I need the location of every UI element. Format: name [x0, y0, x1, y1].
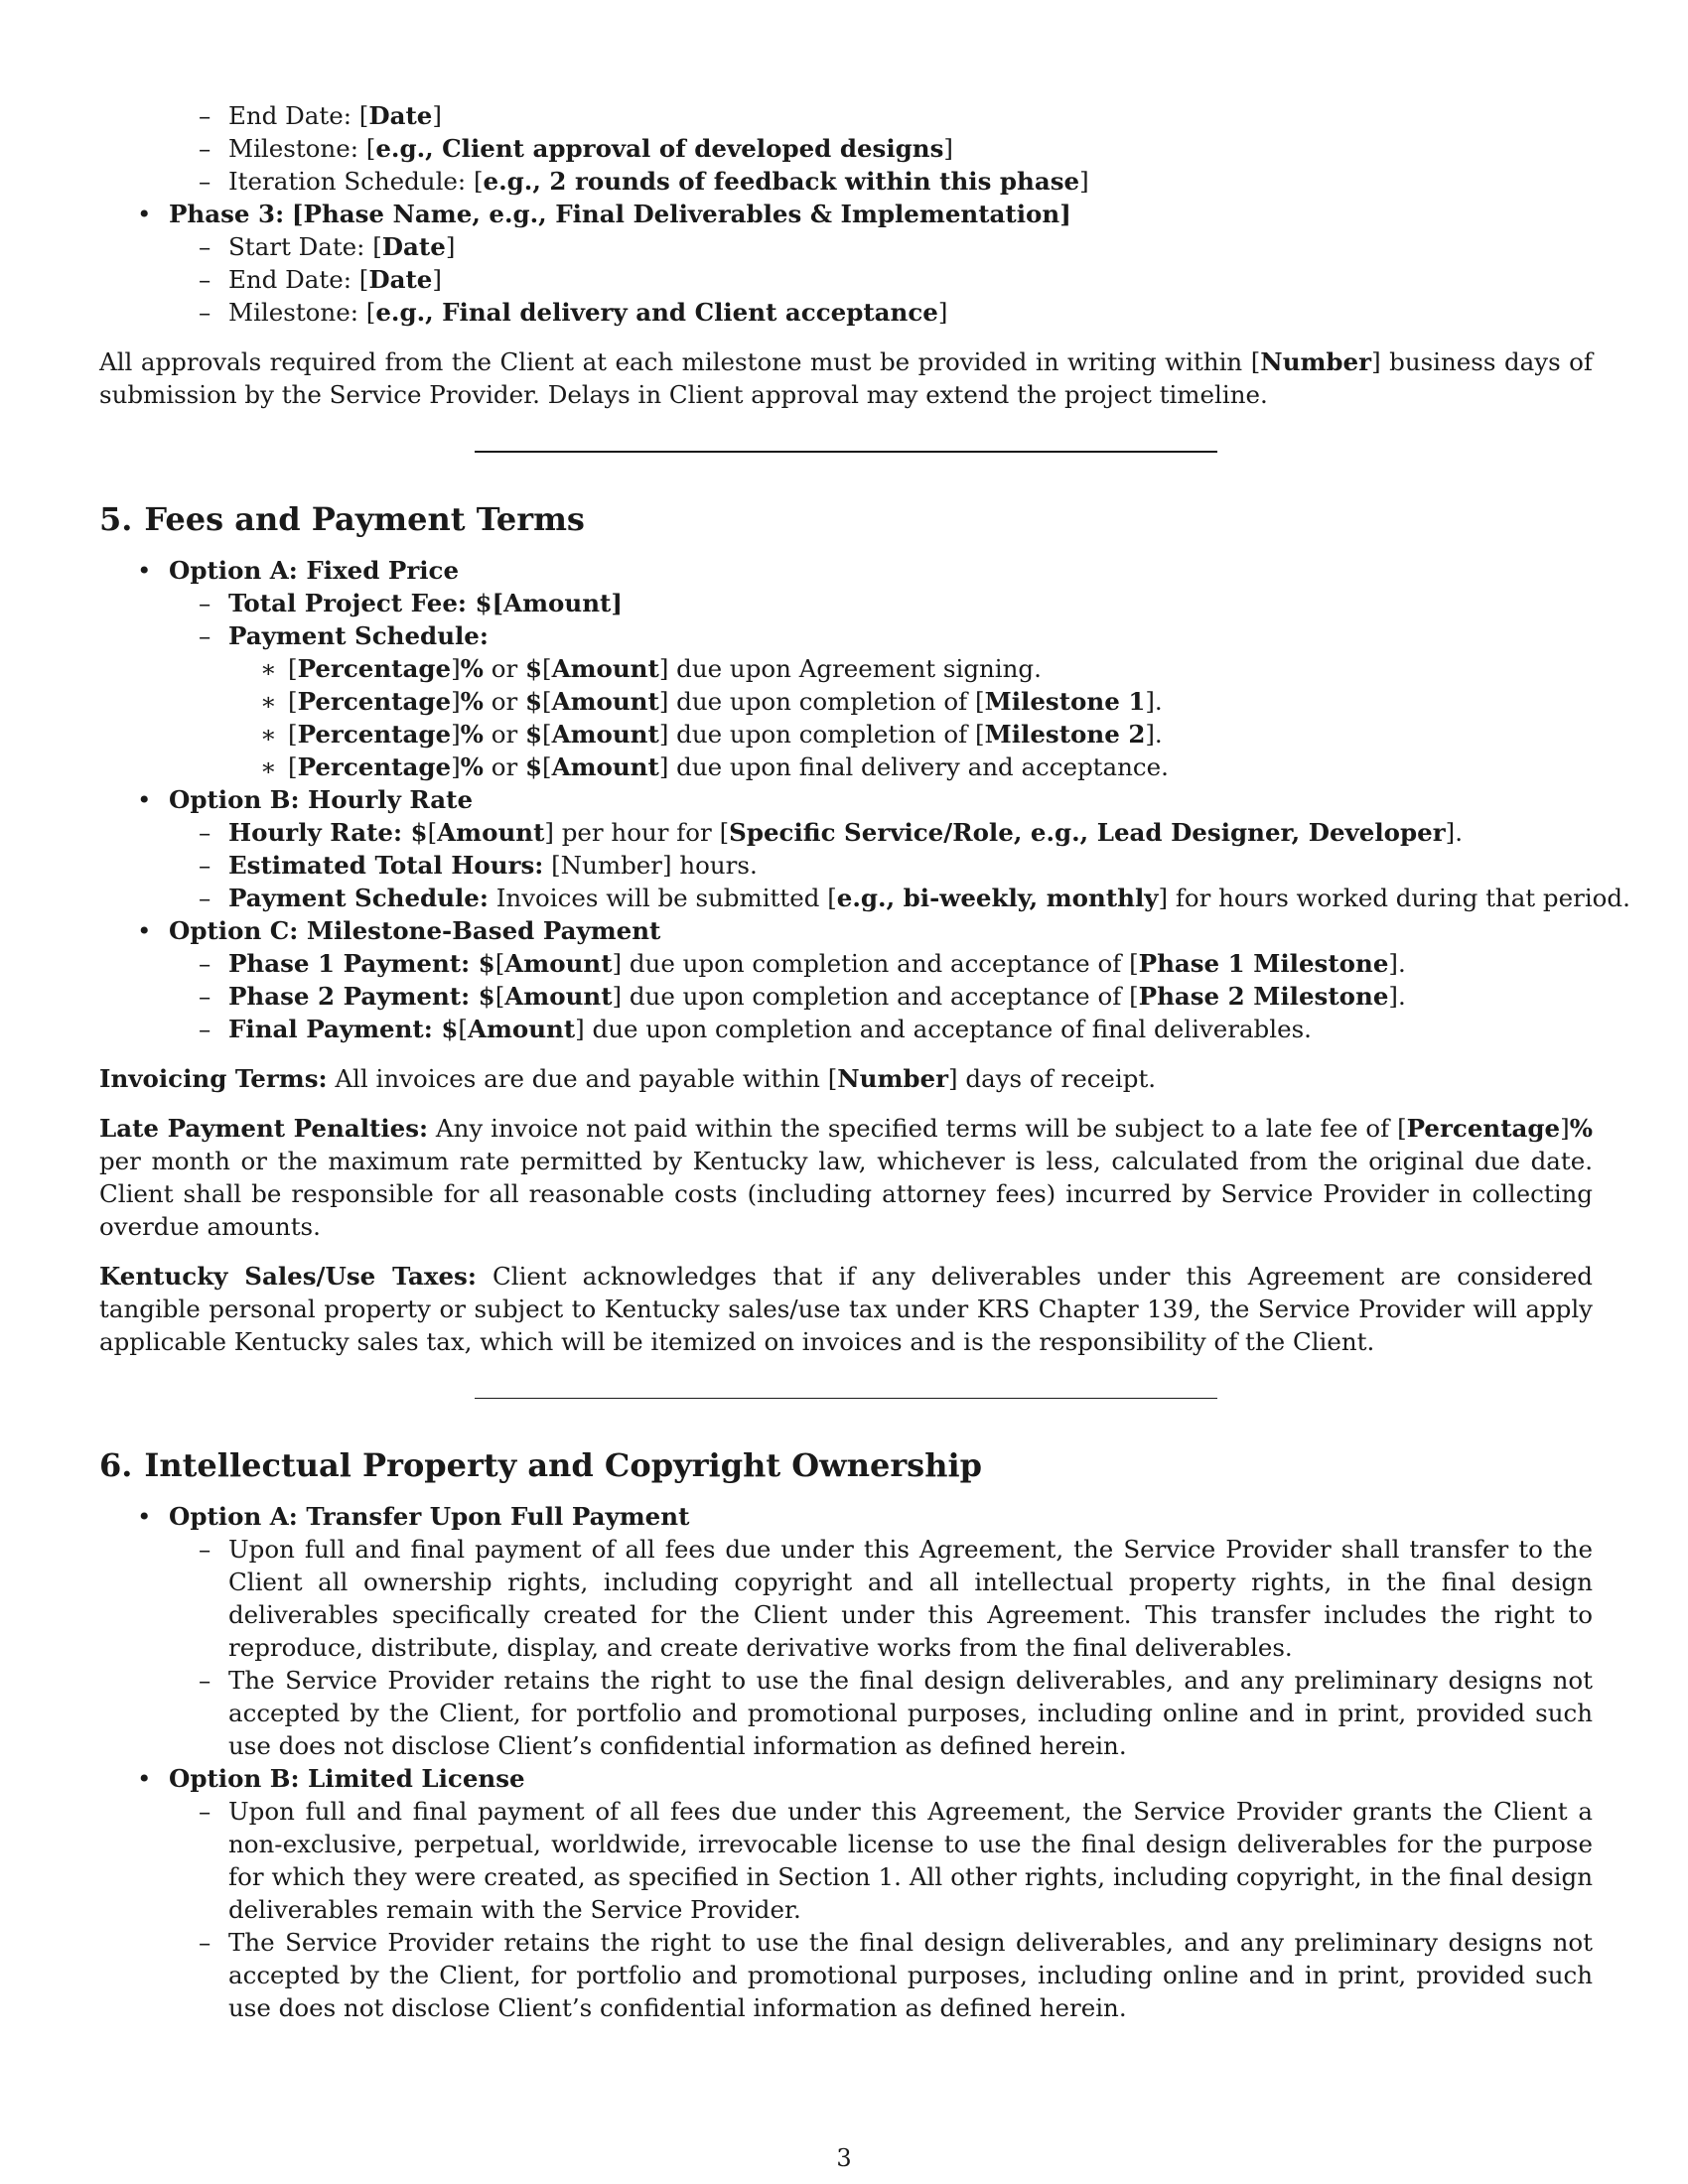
list-item: – Phase 1 Payment: $[Amount] due upon completion and acceptance of [Phase 1 Milestone]. [169, 947, 1593, 980]
divider [475, 1398, 1217, 1399]
list-item-phase3: • Phase 3: [Phase Name, e.g., Final Deliverables & Implementation] – Start Date: [Date] – End Date: [Date] – Milestone: [e.g., Final delivery and Client acceptance] [99, 198, 1593, 329]
list-item: – Milestone: [e.g., Client approval of developed designs] [228, 132, 1593, 165]
list-item: – The Service Provider retains the right to use the final design deliverables, and any preliminary designs not accepted by the Client, for portfolio and promotional purposes, including online and in print, provided such use does not disclose Client’s confidential information as defined herein. [169, 1664, 1593, 1762]
list-item: – Payment Schedule: ∗ [Percentage]% or $[Amount] due upon Agreement signing. ∗ [Percentage]% or $[Amount] due upon completion of [Milestone 1]. ∗ [Percentage]% or $[Amount] due upon completion of [Milestone 2]. ∗ [Percentage]% or $[Amount] due upon final delivery and acceptance. [169, 619, 1593, 783]
late-payment-penalties: Late Payment Penalties: Any invoice not paid within the specified terms will be subject to a late fee of [Percentage]% per month or the maximum rate permitted by Kentucky law, whichever is less, calculated from the original due date. Client shall be responsible for all reasonable costs (including attorney fees) incurred by Service Provider in collecting overdue amounts. [99, 1114, 1593, 1241]
list-item: – Hourly Rate: $[Amount] per hour for [Specific Service/Role, e.g., Lead Designer, Developer]. [169, 816, 1593, 849]
document-page [99, 99, 1630, 2024]
list-item: – Milestone: [e.g., Final delivery and Client acceptance] [169, 296, 1593, 329]
phase3-list [99, 198, 1593, 329]
schedule-item: ∗ [Percentage]% or $[Amount] due upon Agreement signing. [238, 652, 1593, 685]
option-a-transfer: • Option A: Transfer Upon Full Payment – Upon full and final payment of all fees due under this Agreement, the Service Provider shall transfer to the Client all ownership rights, including copyright and all intellectual property rights, in the final design deliverables specifically created for the Client under this Agreement. This transfer includes the right to reproduce, distribute, display, and create derivative works from the final deliverables. – The Service Provider retains the right to use the final design deliverables, and any preliminary designs not accepted by the Client, for portfolio and promotional purposes, including online and in print, provided such use does not disclose Client’s confidential information as defined herein. [99, 1500, 1593, 1762]
approvals-paragraph: All approvals required from the Client at each milestone must be provided in writing within [Number] business days of submission by the Service Provider. Delays in Client approval may extend the project timeline. [99, 347, 1593, 409]
page-number: 3 [836, 2144, 852, 2172]
list-item: – Final Payment: $[Amount] due upon completion and acceptance of final deliverables. [169, 1013, 1593, 1045]
invoicing-terms: Invoicing Terms: All invoices are due and payable within [Number] days of receipt. [99, 1064, 1157, 1093]
fees-options-list [99, 554, 1630, 1045]
list-item: – Estimated Total Hours: [Number] hours. [169, 849, 1593, 882]
phase2-items [99, 99, 1593, 198]
kentucky-sales-tax: Kentucky Sales/Use Taxes: Client acknowledges that if any deliverables under this Agreement are considered tangible personal property or subject to Kentucky sales/use tax under KRS Chapter 139, the Service Provider will apply applicable Kentucky sales tax, which will be itemized on invoices and is the responsibility of the Client. [99, 1262, 1593, 1356]
schedule-item: ∗ [Percentage]% or $[Amount] due upon completion of [Milestone 1]. [238, 685, 1593, 718]
list-item: – Upon full and final payment of all fees due under this Agreement, the Service Provider shall transfer to the Client all ownership rights, including copyright and all intellectual property rights, in the final design deliverables specifically created for the Client under this Agreement. This transfer includes the right to reproduce, distribute, display, and create derivative works from the final deliverables. [169, 1533, 1593, 1664]
list-item: – Upon full and final payment of all fees due under this Agreement, the Service Provider grants the Client a non-exclusive, perpetual, worldwide, irrevocable license to use the final design deliverables for the purpose for which they were created, as specified in Section 1. All other rights, including copyright, in the final design deliverables remain with the Service Provider. [169, 1795, 1593, 1926]
section-5-heading: 5. Fees and Payment Terms [99, 500, 585, 538]
list-item: – Iteration Schedule: [e.g., 2 rounds of feedback within this phase] [228, 165, 1593, 198]
option-b-hourly-rate: • Option B: Hourly Rate – Hourly Rate: $[Amount] per hour for [Specific Service/Role, e.g., Lead Designer, Developer]. – Estimated Total Hours: [Number] hours. – Payment Schedule: Invoices will be submitted [e.g., bi-weekly, monthly] for hours worked during that period. [99, 783, 1593, 914]
list-item: – Payment Schedule: Invoices will be submitted [e.g., bi-weekly, monthly] for hours worked during that period. [169, 882, 1593, 914]
schedule-item: ∗ [Percentage]% or $[Amount] due upon completion of [Milestone 2]. [238, 718, 1593, 751]
divider [475, 451, 1217, 453]
list-item: – End Date: [Date] [169, 263, 1593, 296]
list-item: – Start Date: [Date] [169, 230, 1593, 263]
list-item: – The Service Provider retains the right to use the final design deliverables, and any preliminary designs not accepted by the Client, for portfolio and promotional purposes, including online and in print, provided such use does not disclose Client’s confidential information as defined herein. [169, 1926, 1593, 2024]
option-c-milestone-payment: • Option C: Milestone-Based Payment – Phase 1 Payment: $[Amount] due upon completion and acceptance of [Phase 1 Milestone]. – Phase 2 Payment: $[Amount] due upon completion and acceptance of [Phase 2 Milestone]. – Final Payment: $[Amount] due upon completion and acceptance of final deliverables. [99, 914, 1593, 1045]
list-item: – Phase 2 Payment: $[Amount] due upon completion and acceptance of [Phase 2 Milestone]. [169, 980, 1593, 1013]
list-item: – End Date: [Date] [228, 99, 1593, 132]
section-6-heading: 6. Intellectual Property and Copyright Ownership [99, 1446, 982, 1485]
option-b-limited-license: • Option B: Limited License – Upon full and final payment of all fees due under this Agreement, the Service Provider grants the Client a non-exclusive, perpetual, worldwide, irrevocable license to use the final design deliverables for the purpose for which they were created, as specified in Section 1. All other rights, including copyright, in the final design deliverables remain with the Service Provider. – The Service Provider retains the right to use the final design deliverables, and any preliminary designs not accepted by the Client, for portfolio and promotional purposes, including online and in print, provided such use does not disclose Client’s confidential information as defined herein. [99, 1762, 1593, 2024]
schedule-item: ∗ [Percentage]% or $[Amount] due upon final delivery and acceptance. [238, 751, 1593, 783]
option-a-fixed-price: • Option A: Fixed Price – Total Project Fee: $[Amount] – Payment Schedule: ∗ [Percentage]% or $[Amount] due upon Agreement signing. ∗ [Percentage]% or $[Amount] due upon completion of [Milestone 1]. ∗ [Percentage]% or $[Amount] due upon completion of [Milestone 2]. ∗ [Percentage]% or $[Amount] due upon final delivery and acceptance. [99, 554, 1593, 783]
ip-options-list [99, 1500, 1593, 2024]
list-item: – Total Project Fee: $[Amount] [169, 587, 1593, 619]
